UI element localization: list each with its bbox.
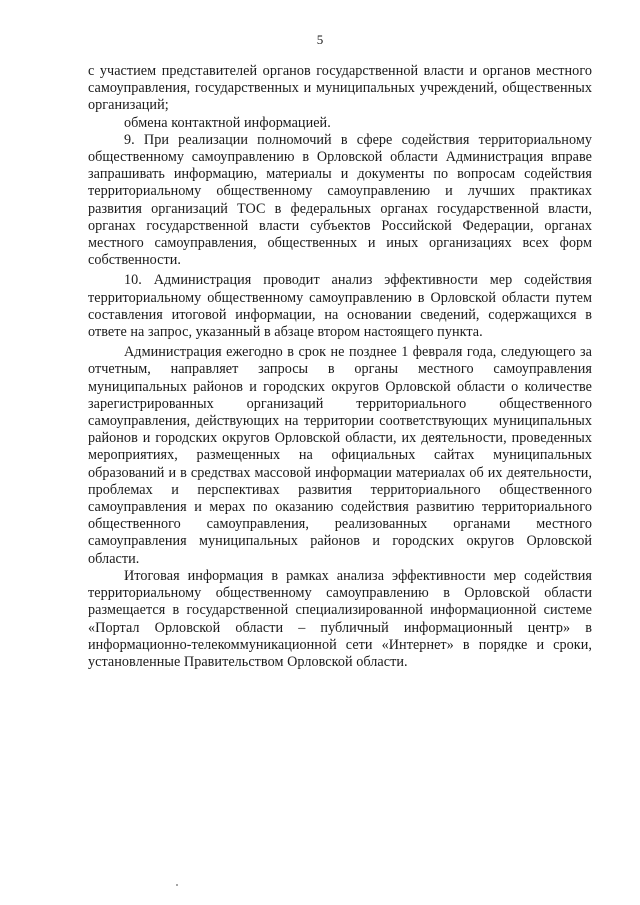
paragraph-item-9: 9. При реализации полномочий в сфере содействия территориальному общественному самоуправлению в Орловской области Администрация вправе запрашивать информацию, материалы и документы по вопросам содействия территориальному общественному самоуправлению и лучших практиках развития организаций ТОС в федеральных органах государственной власти, органах государственной власти субъектов Российской Федерации, органах местного самоуправления, общественных и иных организациях всех форм собственности. [88,131,592,269]
scan-speck [176,884,178,886]
paragraph-annual-requests: Администрация ежегодно в срок не позднее 1 февраля года, следующего за отчетным, направляет запросы в органы местного самоуправления муниципальных районов и городских округов Орловской области о количестве зарегистрированных организаций территориального общественного самоуправления, действующих на территории соответствующих муниципальных районов и городских округов Орловской области, их деятельности, проведенных мероприятиях, размещенных на официальных сайтах муниципальных образований и в средствах массовой информации материалах об их деятельности, проблемах и перспективах развития территориального общественного самоуправления и мерах по оказанию содействия развитию территориального общественного самоуправления, реализованных органами местного самоуправления муниципальных районов и городских округов Орловской области. [88,344,592,567]
paragraph-final-information: Итоговая информация в рамках анализа эффективности мер содействия территориальному общественному самоуправлению в Орловской области размещается в государственной специализированной информационной системе «Портал Орловской области – публичный информационный центр» в информационно-телекоммуникационной сети «Интернет» в порядке и сроки, установленные Правительством Орловской области. [88,567,592,670]
paragraph-item-10: 10. Администрация проводит анализ эффективности мер содействия территориальному общественному самоуправлению в Орловской области путем составления итоговой информации, на основании сведений, содержащихся в ответе на запрос, указанный в абзаце втором настоящего пункта. [88,272,592,341]
paragraph-contact-exchange: обмена контактной информацией. [124,114,331,131]
document-body [88,63,592,671]
paragraph-continuation: с участием представителей органов государственной власти и органов местного самоуправления, государственных и муниципальных учреждений, общественных организаций; [88,63,592,114]
page-number: 5 [316,32,324,47]
